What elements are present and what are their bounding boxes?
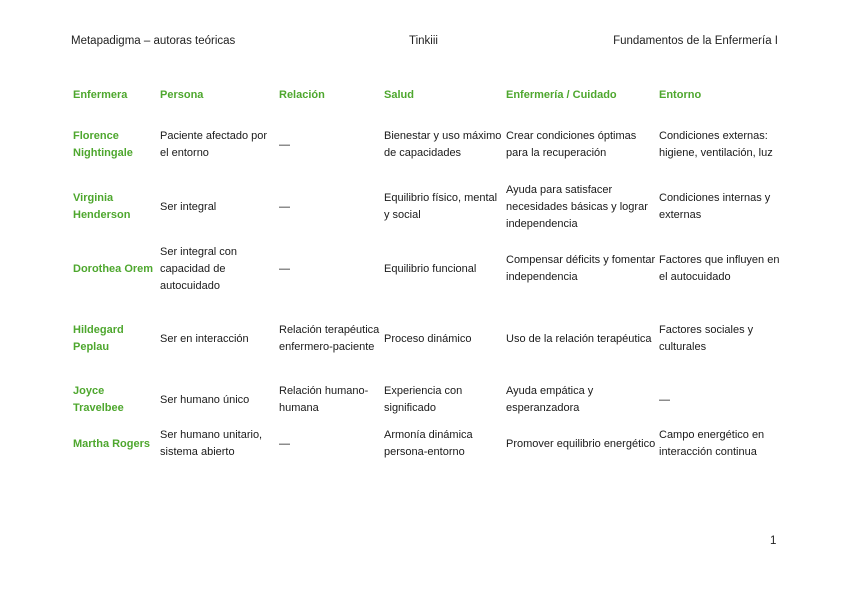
cell-enfermeria-cuidado: Compensar déficits y fomentar independencia — [506, 254, 656, 283]
page-number: 1 — [770, 535, 777, 547]
cell-salud: Equilibrio físico, mental y social — [384, 192, 498, 221]
page-header — [71, 35, 778, 51]
cell-enfermeria-cuidado: Promover equilibrio energético — [506, 437, 656, 450]
cell-salud: Equilibrio funcional — [384, 262, 477, 275]
cell-entorno: — — [659, 393, 670, 406]
header-right-title: Fundamentos de la Enfermería I — [613, 35, 778, 47]
cell-salud: Experiencia con significado — [384, 385, 463, 414]
column-header-enfermera: Enfermera — [73, 88, 128, 101]
table-row — [70, 378, 782, 422]
cell-salud: Bienestar y uso máximo de capacidades — [384, 130, 502, 159]
cell-persona: Ser humano único — [160, 393, 250, 406]
cell-relacion: Relación humano-humana — [279, 385, 369, 414]
header-left-title: Metapadigma – autoras teóricas — [71, 35, 236, 47]
cell-entorno: Condiciones externas: higiene, ventilación, luz — [659, 130, 773, 159]
table-row — [70, 422, 782, 466]
table-row — [70, 114, 782, 176]
cell-enfermera: Florence Nightingale — [73, 130, 133, 159]
cell-relacion: Relación terapéutica enfermero-paciente — [279, 324, 380, 353]
cell-enfermeria-cuidado: Ayuda para satisfacer necesidades básicas y lograr independencia — [506, 183, 648, 230]
cell-persona: Ser integral con capacidad de autocuidado — [160, 245, 238, 292]
table-row — [70, 176, 782, 238]
cell-persona: Ser en interacción — [160, 332, 249, 345]
column-header-persona: Persona — [160, 88, 204, 101]
cell-relacion: — — [279, 437, 290, 450]
cell-persona: Paciente afectado por el entorno — [160, 130, 268, 159]
table-row — [70, 300, 782, 378]
column-header-relacion: Relación — [279, 88, 325, 101]
cell-enfermera: Joyce Travelbee — [73, 385, 124, 414]
metaparadigm-table — [70, 84, 782, 466]
cell-entorno: Condiciones internas y externas — [659, 192, 771, 221]
cell-entorno: Campo energético en interacción continua — [659, 429, 765, 458]
cell-relacion: — — [279, 262, 290, 275]
table-row — [70, 238, 782, 300]
cell-enfermera: Hildegard Peplau — [73, 324, 124, 353]
column-header-enfermeria-cuidado: Enfermería / Cuidado — [506, 88, 617, 101]
column-header-salud: Salud — [384, 88, 414, 101]
column-header-entorno: Entorno — [659, 88, 702, 101]
cell-enfermera: Martha Rogers — [73, 437, 151, 450]
table-header-row — [70, 84, 782, 114]
cell-enfermera: Virginia Henderson — [73, 192, 131, 221]
cell-persona: Ser integral — [160, 200, 217, 213]
cell-salud: Proceso dinámico — [384, 332, 472, 345]
cell-enfermera: Dorothea Orem — [73, 262, 154, 275]
cell-relacion: — — [279, 138, 290, 151]
cell-relacion: — — [279, 200, 290, 213]
header-center-title: Tinkiii — [409, 35, 438, 47]
cell-enfermeria-cuidado: Uso de la relación terapéutica — [506, 332, 652, 345]
cell-entorno: Factores que influyen en el autocuidado — [659, 254, 780, 283]
cell-enfermeria-cuidado: Ayuda empática y esperanzadora — [506, 385, 594, 414]
cell-entorno: Factores sociales y culturales — [659, 324, 754, 353]
cell-persona: Ser humano unitario, sistema abierto — [160, 429, 263, 458]
cell-salud: Armonía dinámica persona-entorno — [384, 429, 473, 458]
cell-enfermeria-cuidado: Crear condiciones óptimas para la recuperación — [506, 130, 637, 159]
